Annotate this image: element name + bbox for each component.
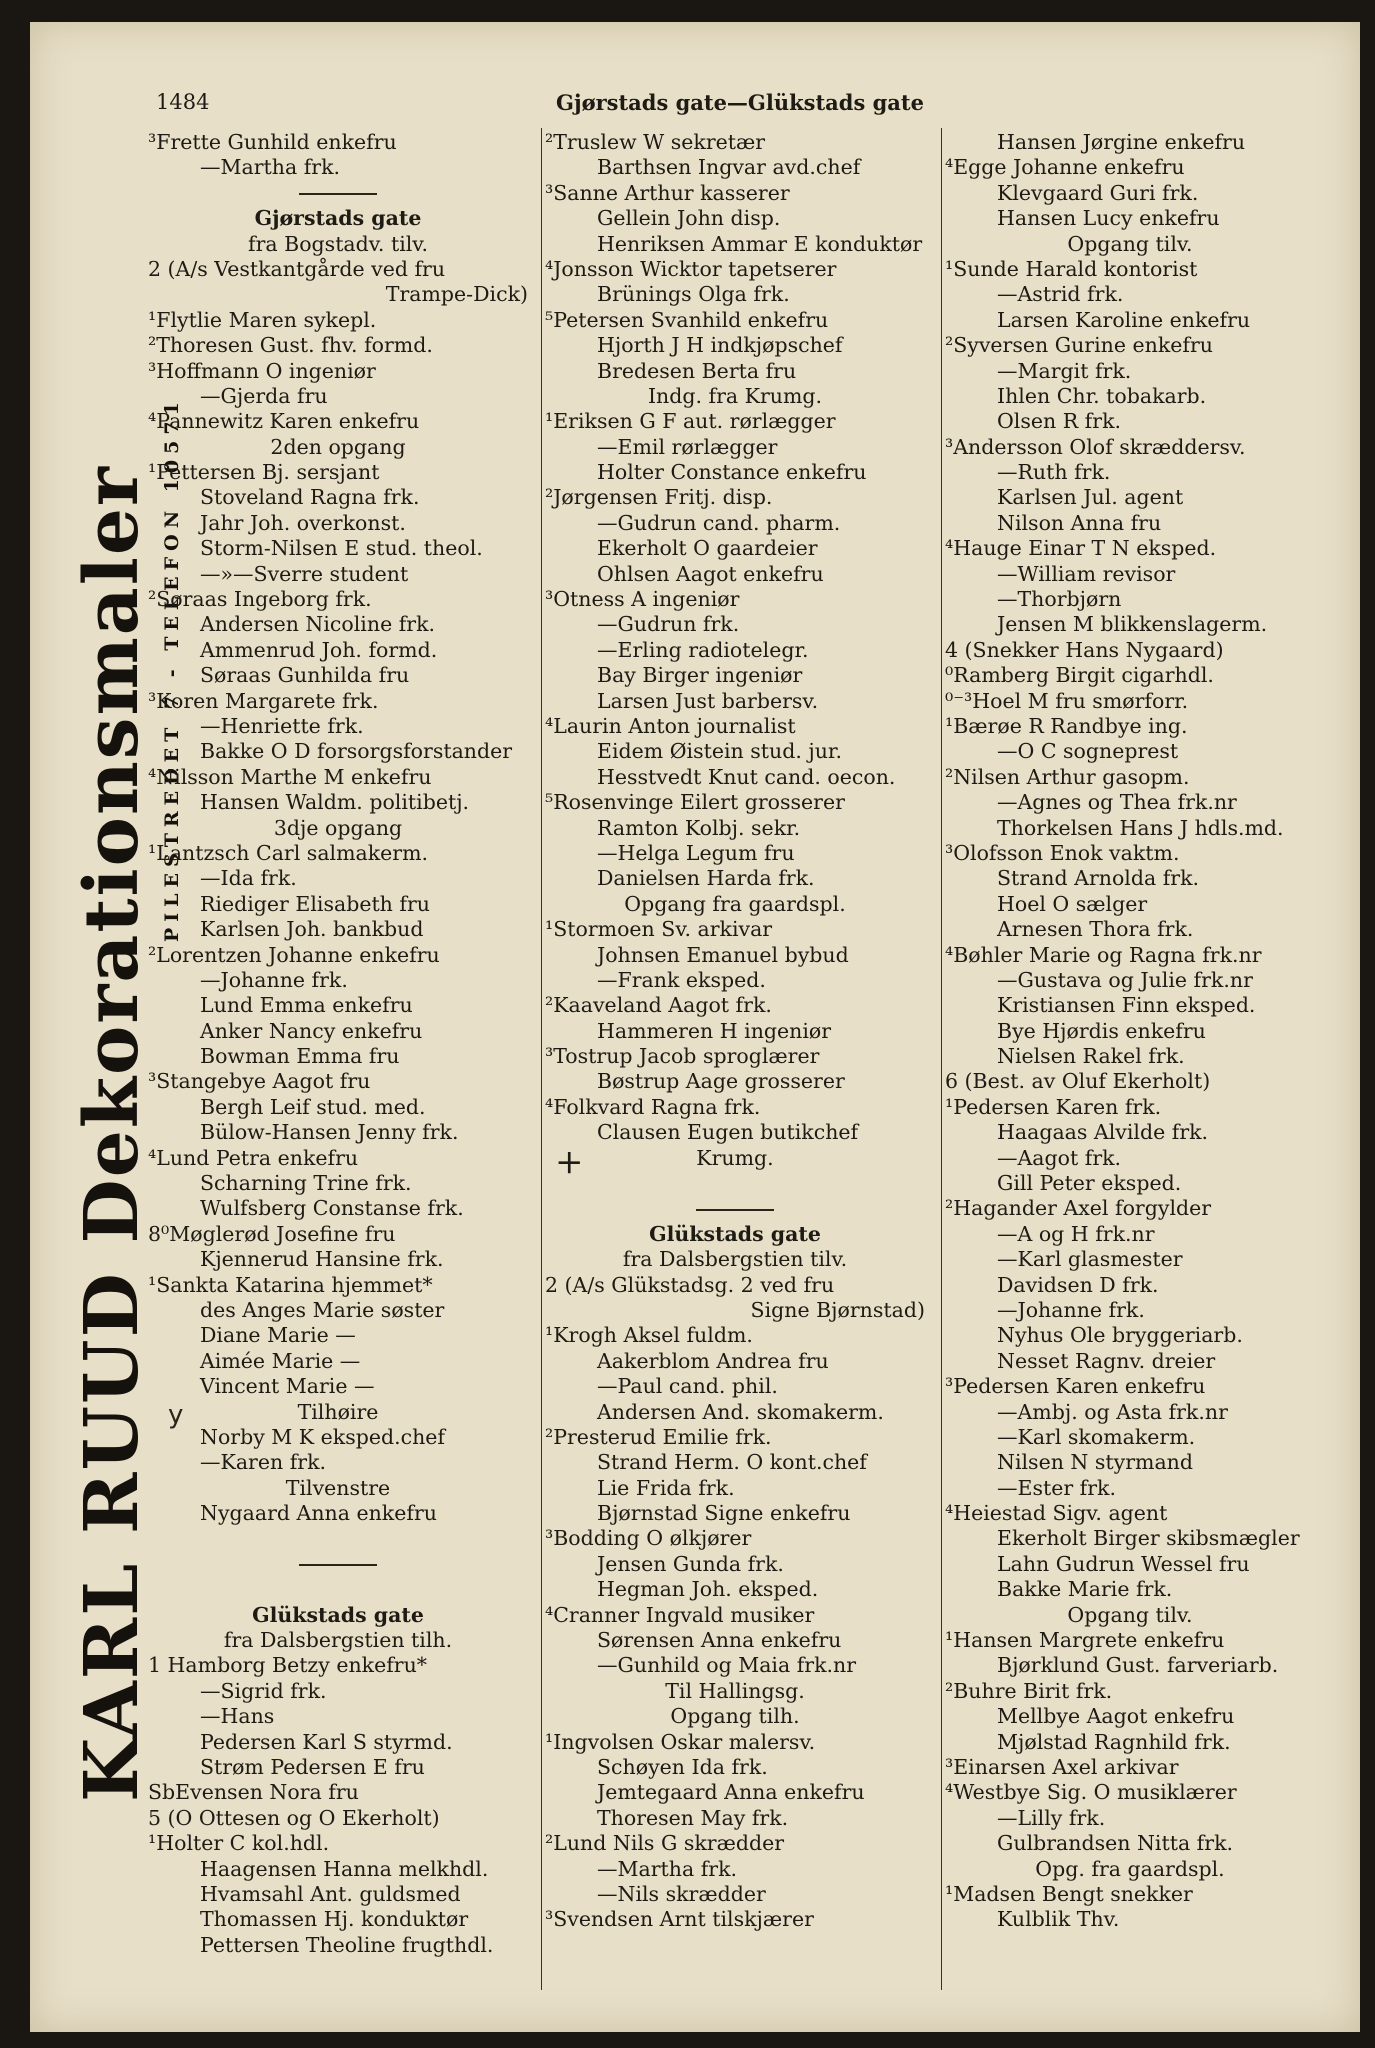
resident-entry: Karlsen Jul. agent [997, 485, 1184, 510]
resident-entry: ¹Pedersen Karen frk. [945, 1094, 1162, 1119]
resident-entry: Nesset Ragnv. dreier [997, 1348, 1216, 1373]
resident-entry: —Helga Legum fru [597, 840, 795, 865]
spacer [545, 1171, 925, 1196]
resident-entry: Henriksen Ammar E konduktør [597, 231, 923, 256]
resident-entry: Nielsen Rakel frk. [997, 1044, 1185, 1069]
resident-entry: ¹Flytlie Maren sykepl. [148, 307, 377, 332]
resident-entry: Bowman Emma fru [200, 1044, 400, 1069]
resident-entry: ³Andersson Olof skræddersv. [945, 434, 1246, 459]
resident-entry: des Anges Marie søster [200, 1297, 445, 1322]
resident-entry: —Johanne frk. [200, 967, 348, 992]
resident-entry: Bakke Marie frk. [997, 1577, 1173, 1602]
resident-entry: ³Sanne Arthur kasserer [545, 180, 790, 205]
resident-entry: ³Tostrup Jacob sproglærer [545, 1044, 820, 1069]
resident-entry: ⁴Bøhler Marie og Ragna frk.nr [945, 942, 1262, 967]
resident-entry: Jemtegaard Anna enkefru [597, 1780, 865, 1805]
resident-entry: ¹Ingvolsen Oskar malersv. [545, 1729, 816, 1754]
resident-entry: ⁵Rosenvinge Eilert grosserer [545, 790, 845, 815]
resident-entry: —Paul cand. phil. [597, 1374, 778, 1399]
section-label: 2den opgang [270, 434, 406, 459]
resident-entry: Bredesen Berta fru [597, 358, 797, 383]
resident-entry: —Erling radiotelegr. [597, 637, 809, 662]
resident-entry: —Agnes og Thea frk.nr [997, 790, 1237, 815]
resident-entry: ⁵Petersen Svanhild enkefru [545, 307, 829, 332]
resident-entry: Hansen Lucy enkefru [997, 206, 1220, 231]
rule-line [299, 193, 377, 195]
resident-entry: Jensen Gunda frk. [597, 1551, 784, 1576]
resident-entry: Gellein John disp. [597, 206, 781, 231]
resident-entry: —Lilly frk. [997, 1805, 1106, 1830]
resident-entry: ⁴Nilsson Marthe M enkefru [148, 764, 432, 789]
resident-entry: 2 (A/s Vestkantgårde ved fru [148, 256, 446, 281]
advertiser-address: PILESTREDET 7 - TELEFON 10571 [161, 396, 183, 942]
resident-entry: —Gustava og Julie frk.nr [997, 967, 1253, 992]
resident-entry: ³Hoffmann O ingeniør [148, 358, 376, 383]
resident-entry: Ekerholt O gaardeier [597, 536, 818, 561]
resident-entry: Norby M K eksped.chef [200, 1424, 446, 1449]
resident-entry: —Karl skomakerm. [997, 1424, 1196, 1449]
resident-entry: Brünings Olga frk. [597, 282, 790, 307]
resident-entry: —A og H frk.nr [997, 1221, 1155, 1246]
resident-entry: ³Koren Margarete frk. [148, 688, 379, 713]
section-label: Krumg. [696, 1145, 774, 1170]
advertiser-name: KARL RUUD Dekorationsmaler [69, 465, 155, 1802]
resident-entry: ²Thoresen Gust. fhv. formd. [148, 333, 433, 358]
resident-entry: ⁴Egge Johanne enkefru [945, 155, 1185, 180]
resident-entry: 6 (Best. av Oluf Ekerholt) [945, 1069, 1211, 1094]
resident-entry: ¹Stormoen Sv. arkivar [545, 917, 773, 942]
resident-entry: ⁴Hauge Einar T N eksped. [945, 536, 1217, 561]
resident-entry: ³Frette Gunhild enkefru [148, 130, 397, 154]
resident-entry: Sørensen Anna enkefru [597, 1628, 842, 1653]
resident-entry: —Frank eksped. [597, 967, 766, 992]
section-label: fra Dalsbergstien tilv. [622, 1247, 848, 1272]
resident-entry: Barthsen Ingvar avd.chef [597, 155, 861, 180]
resident-entry: Mjølstad Ragnhild frk. [997, 1729, 1231, 1754]
resident-entry: ²Hagander Axel forgylder [945, 1196, 1212, 1221]
resident-entry: Lund Emma enkefru [200, 993, 413, 1018]
spacer [148, 1526, 528, 1551]
resident-entry: Bjørklund Gust. farveriarb. [997, 1653, 1279, 1678]
resident-entry: Aakerblom Andrea fru [597, 1348, 829, 1373]
resident-entry: Hansen Jørgine enkefru [997, 130, 1246, 154]
street-heading: Gjørstads gate [254, 206, 422, 231]
resident-entry: ⁴Cranner Ingvald musiker [545, 1602, 815, 1627]
resident-entry: Lahn Gudrun Wessel fru [997, 1551, 1250, 1576]
page-header: Gjørstads gate—Glükstads gate [556, 90, 924, 115]
resident-entry: Andersen And. skomakerm. [597, 1399, 884, 1424]
cross-mark: + [555, 1142, 584, 1182]
resident-entry: —Ambj. og Asta frk.nr [997, 1399, 1228, 1424]
resident-entry: ⁴Westbye Sig. O musiklærer [945, 1780, 1237, 1805]
resident-entry: —Hans [200, 1704, 275, 1729]
resident-entry: Klevgaard Guri frk. [997, 180, 1199, 205]
resident-entry: Anker Nancy enkefru [200, 1018, 423, 1043]
resident-entry: ²Lund Nils G skrædder [545, 1831, 785, 1856]
resident-entry: ⁴Jonsson Wicktor tapetserer [545, 256, 837, 281]
resident-entry: ³Bodding O ølkjører [545, 1526, 752, 1551]
resident-entry: ⁴Heiestad Sigv. agent [945, 1501, 1168, 1526]
resident-entry: Nyhus Ole bryggeriarb. [997, 1323, 1243, 1348]
resident-entry: 1 Hamborg Betzy enkefru* [148, 1653, 428, 1678]
resident-entry: ³Einarsen Axel arkivar [945, 1755, 1179, 1779]
resident-entry: Pedersen Karl S styrmd. [200, 1729, 453, 1754]
resident-entry: Thoresen May frk. [597, 1805, 789, 1830]
resident-entry: Jensen M blikkenslagerm. [997, 612, 1268, 637]
resident-entry: Strand Herm. O kont.chef [597, 1450, 867, 1475]
resident-entry: Larsen Just barbersv. [597, 688, 819, 713]
resident-entry: ⁰Ramberg Birgit cigarhdl. [945, 663, 1214, 688]
resident-entry: —Ester frk. [997, 1475, 1116, 1500]
resident-entry: —Ida frk. [200, 866, 297, 891]
resident-entry: Holter Constance enkefru [597, 460, 867, 485]
resident-entry: Bülow-Hansen Jenny frk. [200, 1120, 459, 1145]
section-label: Opgang fra gaardspl. [624, 891, 846, 916]
resident-entry: ³Stangebye Aagot fru [148, 1069, 371, 1094]
resident-entry: Kristiansen Finn eksped. [997, 993, 1256, 1018]
section-rule [148, 1552, 528, 1577]
section-label: Opgang tilv. [1067, 231, 1193, 256]
spacer [148, 1577, 528, 1602]
resident-entry: —Karen frk. [200, 1450, 327, 1475]
resident-entry: Ihlen Chr. tobakarb. [997, 383, 1207, 408]
resident-entry: Riediger Elisabeth fru [200, 891, 430, 916]
column-divider [541, 128, 542, 1990]
resident-entry: ¹Sunde Harald kontorist [945, 256, 1198, 281]
resident-entry: 8⁰Møglerød Josefine fru [148, 1221, 396, 1246]
resident-entry: ²Nilsen Arthur gasopm. [945, 764, 1190, 789]
resident-entry: Olsen R frk. [997, 409, 1122, 434]
resident-entry: Gulbrandsen Nitta frk. [997, 1831, 1234, 1856]
resident-entry: ¹Madsen Bengt snekker [945, 1881, 1193, 1906]
resident-entry: ¹Lantzsch Carl salmakerm. [148, 840, 429, 865]
resident-entry: Vincent Marie — [200, 1374, 375, 1399]
resident-entry: —William revisor [997, 561, 1176, 586]
section-label: Opgang tilv. [1067, 1602, 1193, 1627]
resident-entry: Hjorth J H indkjøpschef [597, 333, 843, 358]
resident-entry: Bergh Leif stud. med. [200, 1094, 426, 1119]
resident-entry: ²Jørgensen Fritj. disp. [545, 485, 773, 510]
resident-entry: ⁴Lund Petra enkefru [148, 1145, 359, 1170]
resident-entry: —Aagot frk. [997, 1145, 1122, 1170]
resident-entry: ²Truslew W sekretær [545, 130, 766, 154]
resident-entry: Hansen Waldm. politibetj. [200, 790, 470, 815]
resident-entry: —Nils skrædder [597, 1881, 766, 1906]
resident-entry: —Henriette frk. [200, 713, 364, 738]
resident-entry: Karlsen Joh. bankbud [200, 917, 424, 942]
section-label: fra Bogstadv. tilv. [248, 231, 428, 256]
resident-entry: Ramton Kolbj. sekr. [597, 815, 801, 840]
resident-entry: —Ruth frk. [997, 460, 1111, 485]
resident-entry: —Martha frk. [200, 155, 341, 180]
street-heading: Glükstads gate [252, 1602, 424, 1627]
resident-entry: ¹Hansen Margrete enkefru [945, 1628, 1225, 1653]
resident-entry: Bøstrup Aage grosserer [597, 1069, 845, 1094]
resident-entry: Hesstvedt Knut cand. oecon. [597, 764, 896, 789]
resident-entry: —Margit frk. [997, 358, 1132, 383]
resident-entry: Scharning Trine frk. [200, 1171, 412, 1196]
resident-entry: Storm-Nilsen E stud. theol. [200, 536, 483, 561]
rule-line [299, 1564, 377, 1566]
resident-entry: —Karl glasmester [997, 1247, 1183, 1272]
resident-entry: ²Kaaveland Aagot frk. [545, 993, 772, 1018]
resident-entry: Arnesen Thora frk. [997, 917, 1194, 942]
resident-entry: Nilson Anna fru [997, 510, 1162, 535]
resident-entry: SbEvensen Nora fru [148, 1780, 359, 1805]
entry-continuation: Trampe-Dick) [385, 282, 528, 307]
resident-entry: Lie Frida frk. [597, 1475, 735, 1500]
resident-entry: Ammenrud Joh. formd. [200, 637, 438, 662]
resident-entry: Hegman Joh. eksped. [597, 1577, 819, 1602]
resident-entry: Nilsen N styrmand [997, 1450, 1194, 1475]
resident-entry: Aimée Marie — [200, 1348, 361, 1373]
section-label: Til Hallingsg. [665, 1678, 805, 1703]
resident-entry: Andersen Nicoline frk. [200, 612, 436, 637]
section-label: Opg. fra gaardspl. [1035, 1856, 1225, 1881]
resident-entry: Hammeren H ingeniør [597, 1018, 832, 1043]
section-label: fra Dalsbergstien tilh. [223, 1628, 453, 1653]
resident-entry: Hoel O sælger [997, 891, 1148, 916]
resident-entry: Strøm Pedersen E fru [200, 1755, 425, 1779]
resident-entry: Johnsen Emanuel bybud [597, 942, 849, 967]
section-rule [545, 1196, 925, 1221]
section-label: Indg. fra Krumg. [647, 383, 823, 408]
resident-entry: ³Pedersen Karen enkefru [945, 1374, 1206, 1399]
resident-entry: ³Otness A ingeniør [545, 587, 740, 612]
resident-entry: —Martha frk. [597, 1856, 738, 1881]
resident-entry: Haagaas Alvilde frk. [997, 1120, 1209, 1145]
resident-entry: Kjennerud Hansine frk. [200, 1247, 444, 1272]
resident-entry: —Sigrid frk. [200, 1678, 327, 1703]
directory-column-3 [945, 130, 1315, 1990]
column-divider [941, 128, 942, 1990]
resident-entry: Diane Marie — [200, 1323, 356, 1348]
page-number: 1484 [156, 90, 210, 114]
resident-entry: Bye Hjørdis enkefru [997, 1018, 1206, 1043]
resident-entry: Nygaard Anna enkefru [200, 1501, 437, 1526]
resident-entry: Gill Peter eksped. [997, 1171, 1182, 1196]
resident-entry: —Gudrun frk. [597, 612, 740, 637]
resident-entry: Mellbye Aagot enkefru [997, 1704, 1235, 1729]
resident-entry: ²Buhre Birit frk. [945, 1678, 1113, 1703]
resident-entry: —Emil rørlægger [597, 434, 778, 459]
directory-column-2 [545, 130, 925, 1990]
resident-entry: ²Presterud Emilie frk. [545, 1424, 772, 1449]
resident-entry: ³Svendsen Arnt tilskjærer [545, 1907, 814, 1932]
resident-entry: ³Olofsson Enok vaktm. [945, 840, 1180, 865]
resident-entry: Clausen Eugen butikchef [597, 1120, 859, 1145]
resident-entry: Davidsen D frk. [997, 1272, 1159, 1297]
resident-entry: Ohlsen Aagot enkefru [597, 561, 824, 586]
resident-entry: Haagensen Hanna melkhdl. [200, 1856, 489, 1881]
resident-entry: —Gjerda fru [200, 383, 328, 408]
resident-entry: Wulfsberg Constanse frk. [200, 1196, 464, 1221]
resident-entry: ²Søraas Ingeborg frk. [148, 587, 372, 612]
resident-entry: —O C sogneprest [997, 739, 1179, 764]
resident-entry: Eidem Øistein stud. jur. [597, 739, 842, 764]
resident-entry: ⁰⁻³Hoel M fru smørforr. [945, 688, 1189, 713]
section-rule [148, 181, 528, 206]
resident-entry: —Astrid frk. [997, 282, 1124, 307]
resident-entry: 4 (Snekker Hans Nygaard) [945, 637, 1224, 662]
rule-line [696, 1209, 774, 1211]
section-label: Tilvenstre [285, 1475, 391, 1500]
street-heading: Glükstads gate [649, 1221, 821, 1246]
resident-entry: —»—Sverre student [200, 561, 409, 586]
entry-continuation: Signe Bjørnstad) [750, 1297, 925, 1322]
resident-entry: ⁴Pannewitz Karen enkefru [148, 409, 420, 434]
resident-entry: ¹Bærøe R Randbye ing. [945, 713, 1188, 738]
resident-entry: Strand Arnolda frk. [997, 866, 1200, 891]
resident-entry: ⁴Folkvard Ragna frk. [545, 1094, 761, 1119]
resident-entry: Schøyen Ida frk. [597, 1755, 768, 1779]
section-label: Tilhøire [297, 1399, 379, 1424]
resident-entry: Bay Birger ingeniør [597, 663, 803, 688]
resident-entry: ⁴Laurin Anton journalist [545, 713, 796, 738]
resident-entry: ¹Pettersen Bj. sersjant [148, 460, 380, 485]
resident-entry: Bjørnstad Signe enkefru [597, 1501, 851, 1526]
section-label: 3dje opgang [273, 815, 403, 840]
resident-entry: Stoveland Ragna frk. [200, 485, 420, 510]
resident-entry: Larsen Karoline enkefru [997, 307, 1251, 332]
resident-entry: Ekerholt Birger skibsmægler [997, 1526, 1300, 1551]
resident-entry: —Thorbjørn [997, 587, 1122, 612]
resident-entry: ²Syversen Gurine enkefru [945, 333, 1213, 358]
resident-entry: Thomassen Hj. konduktør [200, 1907, 469, 1932]
directory-column-1 [148, 130, 528, 1990]
resident-entry: Kulblik Thv. [997, 1907, 1120, 1932]
resident-entry: Jahr Joh. overkonst. [200, 510, 406, 535]
margin-pencil-mark: y [168, 1400, 184, 1430]
resident-entry: Danielsen Harda frk. [597, 866, 815, 891]
resident-entry: Søraas Gunhilda fru [200, 663, 410, 688]
section-label: Opgang tilh. [670, 1704, 800, 1729]
resident-entry: ¹Krogh Aksel fuldm. [545, 1323, 753, 1348]
resident-entry: ¹Eriksen G F aut. rørlægger [545, 409, 836, 434]
resident-entry: Hvamsahl Ant. guldsmed [200, 1881, 461, 1906]
resident-entry: Thorkelsen Hans J hdls.md. [997, 815, 1284, 840]
resident-entry: ²Lorentzen Johanne enkefru [148, 942, 440, 967]
resident-entry: —Gudrun cand. pharm. [597, 510, 841, 535]
resident-entry: ¹Sankta Katarina hjemmet* [148, 1272, 433, 1297]
resident-entry: —Johanne frk. [997, 1297, 1145, 1322]
resident-entry: Bakke O D forsorgsforstander [200, 739, 513, 764]
resident-entry: Pettersen Theoline frugthdl. [200, 1932, 494, 1957]
resident-entry: 2 (A/s Glükstadsg. 2 ved fru [545, 1272, 835, 1297]
resident-entry: ¹Holter C kol.hdl. [148, 1831, 330, 1856]
resident-entry: 5 (O Ottesen og O Ekerholt) [148, 1805, 440, 1830]
resident-entry: —Gunhild og Maia frk.nr [597, 1653, 857, 1678]
